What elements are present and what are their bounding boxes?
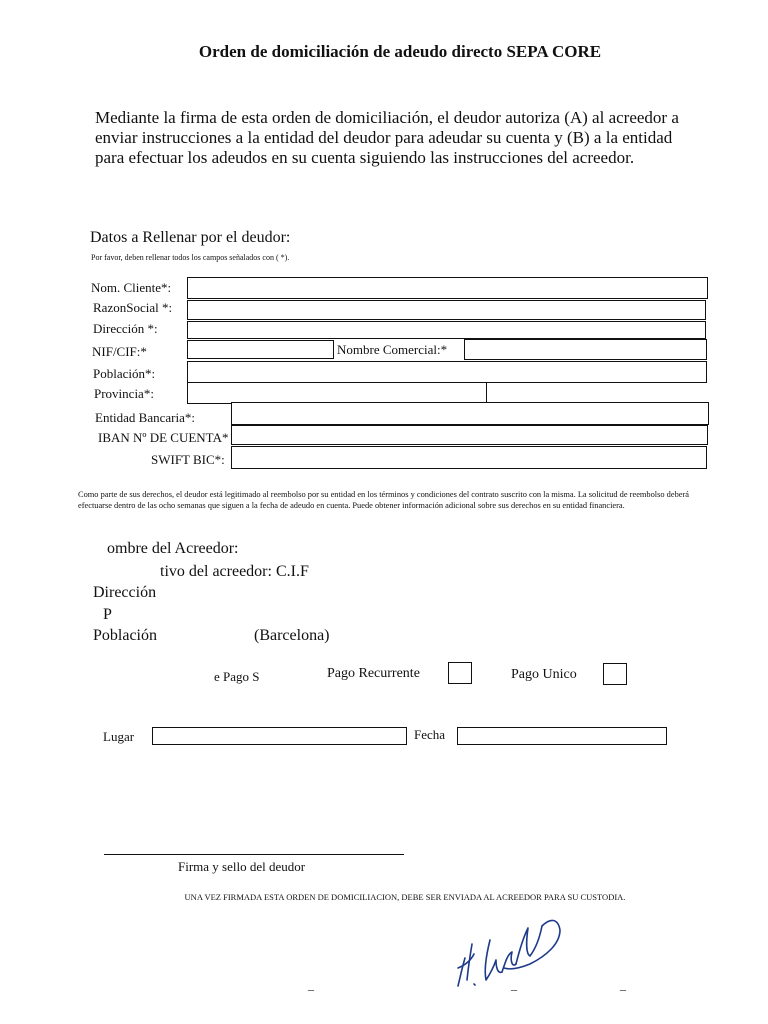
debtor-section-heading: Datos a Rellenar por el deudor: (90, 229, 291, 246)
footer-mark-2: _ (511, 978, 517, 992)
required-fields-hint: Por favor, deben rellenar todos los campos señalados con ( *). (91, 253, 290, 262)
place-field[interactable] (152, 727, 407, 745)
direccion-label: Dirección *: (93, 321, 158, 336)
single-payment-checkbox[interactable] (603, 663, 627, 685)
signature-line (104, 854, 404, 855)
swift-bic-field[interactable] (231, 446, 707, 469)
footer-mark-3: _ (620, 978, 626, 992)
nif-cif-label: NIF/CIF:* (92, 344, 147, 359)
creditor-identifier-label: tivo del acreedor: C.I.F (160, 563, 309, 580)
nom-cliente-field[interactable] (187, 277, 708, 299)
iban-field[interactable] (231, 425, 708, 445)
custody-notice: UNA VEZ FIRMADA ESTA ORDEN DE DOMICILIACION, DEBE SER ENVIADA AL ACREEDOR PARA SU CUSTODIA. (184, 892, 626, 902)
nombre-comercial-field[interactable] (464, 339, 707, 360)
handwritten-signature (450, 908, 570, 993)
date-field[interactable] (457, 727, 667, 745)
provincia-field[interactable] (187, 382, 487, 404)
payment-type-label: e Pago S (214, 669, 260, 684)
nif-cif-field[interactable] (187, 340, 334, 359)
razon-social-label: RazonSocial *: (93, 300, 173, 315)
debtor-rights-notice: Como parte de sus derechos, el deudor está legitimado al reembolso por su entidad en los términos y condiciones del contrato suscrito con la misma. La solicitud de reembolso deberá efectuarse dentro de las ocho semanas que siguen a la fecha de adeudo en cuenta. Puede obtener información adicional sobre sus derechos en su entidad financiera. (78, 490, 689, 510)
date-label: Fecha (414, 727, 446, 742)
provincia-label: Provincia*: (94, 386, 154, 401)
place-label: Lugar (103, 729, 135, 744)
document-title: Orden de domiciliación de adeudo directo SEPA CORE (198, 42, 602, 61)
footer-mark-1: _ (308, 978, 314, 992)
razon-social-field[interactable] (187, 300, 706, 320)
swift-bic-label: SWIFT BIC*: (151, 452, 225, 467)
nom-cliente-label: Nom. Cliente*: (91, 280, 172, 295)
single-payment-label: Pago Unico (511, 667, 577, 682)
entidad-bancaria-field[interactable] (231, 402, 709, 425)
nombre-comercial-label: Nombre Comercial:* (337, 342, 448, 357)
creditor-postcode-label: P (103, 606, 112, 623)
signature-label: Firma y sello del deudor (178, 859, 306, 874)
creditor-town-label: Población (93, 627, 157, 644)
intro-paragraph: Mediante la firma de esta orden de domiciliación, el deudor autoriza (A) al acreedor a enviar instrucciones a la entidad del deudor para adeudar su cuenta y (B) a la entidad para efectuar los adeudos en su cuenta siguiendo las instrucciones del acreedor. (95, 108, 679, 167)
entidad-bancaria-label: Entidad Bancaria*: (95, 410, 195, 425)
recurring-payment-checkbox[interactable] (448, 662, 472, 684)
direccion-field[interactable] (187, 321, 706, 339)
creditor-address-label: Dirección (93, 584, 157, 601)
creditor-town-value: (Barcelona) (254, 627, 330, 644)
poblacion-field[interactable] (187, 361, 707, 383)
iban-label: IBAN Nº DE CUENTA* (98, 430, 229, 445)
recurring-payment-label: Pago Recurrente (327, 666, 420, 681)
creditor-name-label: ombre del Acreedor: (107, 540, 239, 557)
poblacion-label: Población*: (93, 366, 156, 381)
